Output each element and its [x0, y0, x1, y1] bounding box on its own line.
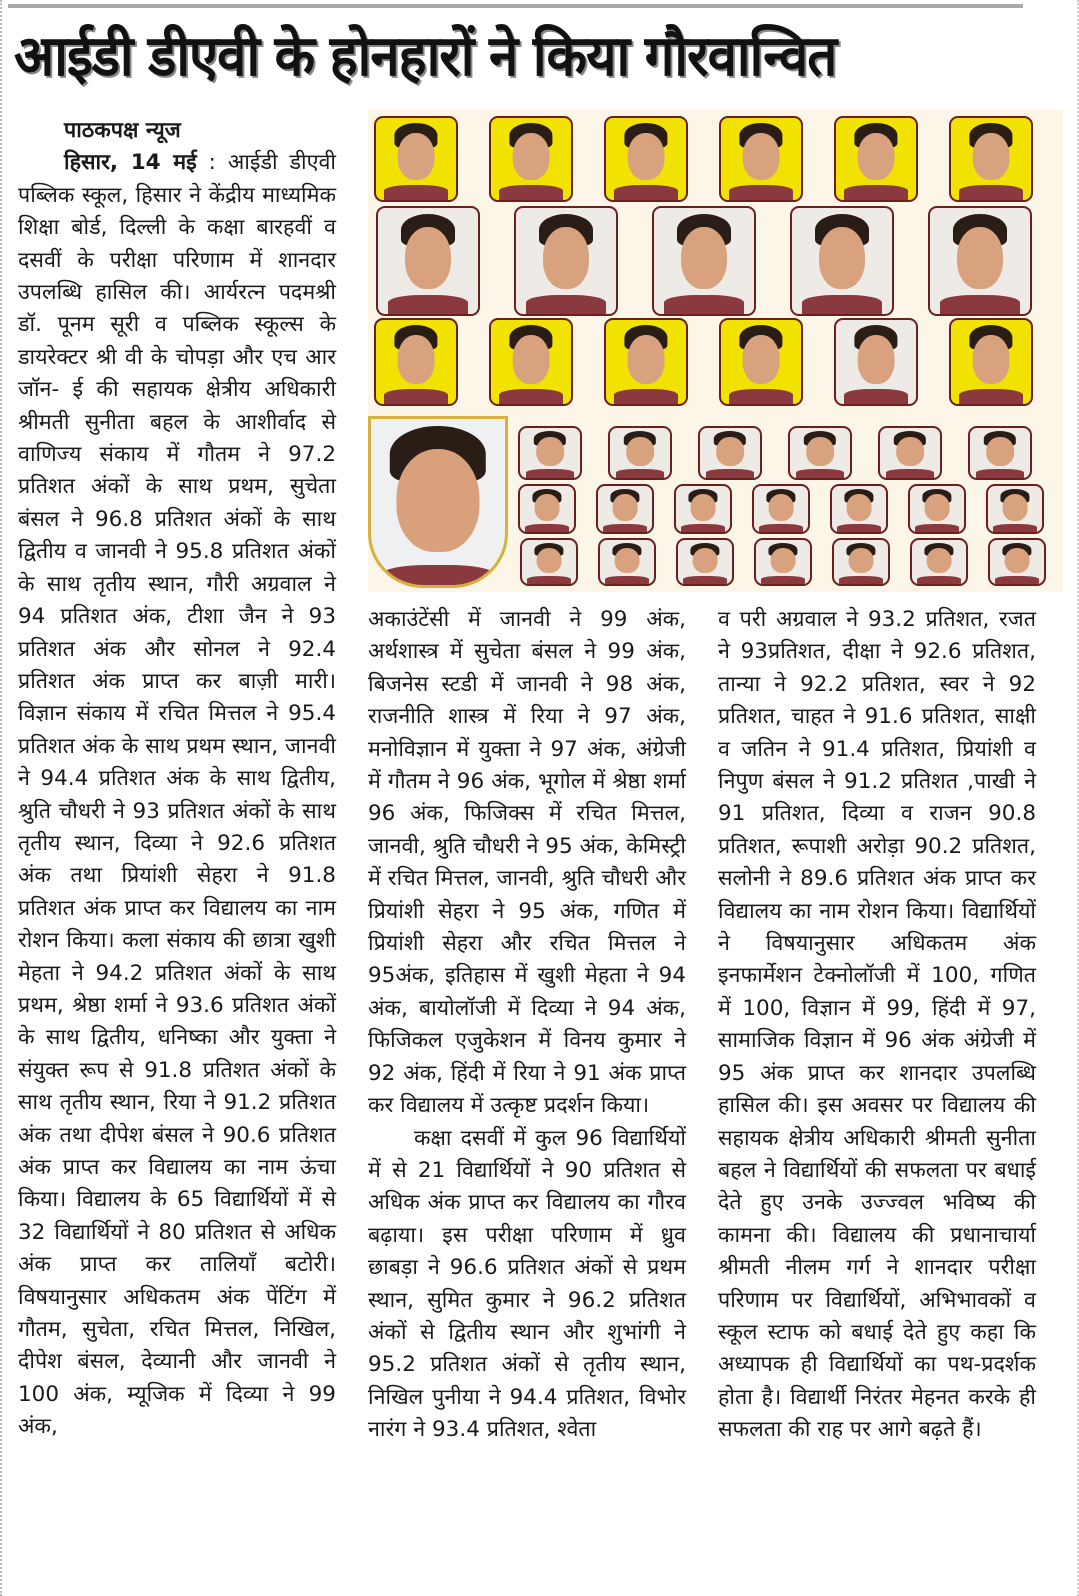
photo-face: [858, 133, 895, 181]
student-photo: [489, 116, 573, 202]
dateline: हिसार, 14 मई: [64, 150, 197, 176]
article-column-2: [368, 604, 686, 1447]
photo-face: [819, 227, 865, 288]
photo-shirt: [603, 524, 646, 532]
student-photo: [489, 318, 573, 406]
photo-shirt: [844, 185, 908, 200]
photo-face: [628, 335, 665, 384]
photo-shirt: [384, 185, 448, 200]
column2-paragraph-1: अकाउंटेंसी में जानवी ने 99 अंक, अर्थशास्त्र में सुचेता बंसल ने 99 अंक, बिजनेस स्टडी में जानवी ने 98 अंक, राजनीति शास्त्र में रिया ने 97 अंक, मनोविज्ञान में युक्ता ने 97 अंक, अंग्रेजी में गौतम ने 96 अंक, भूगोल में श्रेष्ठा शर्मा 96 अंक, फिजिक्स में रचित मित्तल, जानवी, श्रुति चौधरी ने 95 अंक, केमिस्ट्री में रचित मित्तल, जानवी, श्रुति चौधरी और प्रियांशी सेहरा ने 95 अंक, गणित में प्रियांशी सेहरा और रचित मित्तल ने 95अंक, इतिहास में खुशी मेहता ने 94 अंक, बायोलॉजी में दिव्या ने 94 अंक, फिजिकल एजुकेशन में विनय कुमार ने 92 अंक, हिंदी में रिया ने 91 अंक प्राप्त कर विद्यालय में उत्कृष्ट प्रदर्शन किया।: [368, 607, 686, 1119]
photo-face: [691, 494, 716, 521]
photo-shirt: [839, 576, 882, 584]
photo-shirt: [759, 524, 802, 532]
student-photo: [374, 116, 458, 202]
photo-face: [806, 437, 834, 466]
photo-shirt: [384, 389, 448, 404]
photo-face: [513, 335, 550, 384]
student-photo: [834, 116, 918, 202]
student-photo: [719, 116, 803, 202]
photo-face: [626, 437, 654, 466]
photo-shirt: [802, 295, 882, 314]
student-photo: [520, 538, 578, 586]
photo-face: [849, 548, 874, 574]
topper-face: [396, 449, 479, 552]
photo-face: [716, 437, 744, 466]
photo-face: [535, 494, 560, 521]
photo-face: [398, 133, 435, 181]
column2-paragraph-2: [368, 1123, 686, 1447]
photo-face: [986, 437, 1014, 466]
photo-shirt: [729, 389, 793, 404]
photo-shirt: [526, 295, 606, 314]
topper-shirt: [384, 565, 491, 585]
photo-shirt: [761, 576, 804, 584]
photo-face: [405, 227, 451, 288]
photo-shirt: [616, 469, 664, 478]
photo-shirt: [959, 185, 1023, 200]
photo-shirt: [681, 524, 724, 532]
photo-face: [1005, 548, 1030, 574]
student-photo: [949, 318, 1033, 406]
byline: पाठकपक्ष न्यूज: [64, 118, 181, 143]
lead-paragraph: [18, 147, 336, 1443]
student-photo: [518, 426, 582, 480]
top-rule: [8, 4, 1023, 8]
photo-face: [693, 548, 718, 574]
student-photo: [652, 206, 756, 316]
photo-shirt: [837, 524, 880, 532]
photo-face: [957, 227, 1003, 288]
student-photo: [719, 318, 803, 406]
photo-shirt: [499, 185, 563, 200]
photo-shirt: [940, 295, 1020, 314]
page-border-left: [0, 0, 2, 1596]
photo-shirt: [388, 295, 468, 314]
photo-shirt: [706, 469, 754, 478]
lead-text: : आईडी डीएवी पब्लिक स्कूल, हिसार ने केंद्रीय माध्यमिक शिक्षा बोर्ड, दिल्ली के कक्षा बारहवीं व दसवीं के परीक्षा परिणाम में शानदार उपलब्धि हासिल की। आर्यरत्न पदमश्री डॉ. पूनम सूरी व पब्लिक स्कूल्स के डायरेक्टर श्री वी के चोपड़ा और एच आर जॉन- ई की सहायक क्षेत्रीय अधिकारी श्रीमती सुनीता बहल के आशीर्वाद से वाणिज्य संकाय में गौतम ने 97.2 प्रतिशत अंकों के साथ प्रथम, सुचेता बंसल ने 96.8 प्रतिशत अंकों के साथ द्वितीय व जानवी ने 95.8 प्रतिशत अंकों के साथ तृतीय स्थान, गौरी अग्रवाल ने 94 प्रतिशत अंक, टीशा जैन ने 93 प्रतिशत अंक और सोनल ने 92.4 प्रतिशत अंक प्राप्त कर बाज़ी मारी। विज्ञान संकाय में रचित मित्तल ने 95.4 प्रतिशत अंक के साथ प्रथम स्थान, जानवी ने 94.4 प्रतिशत अंक के साथ द्वितीय, श्रुति चौधरी ने 93 प्रतिशत अंकों के साथ तृतीय स्थान, दिव्या ने 92.6 प्रतिशत अंक तथा प्रियांशी सेहरा ने 91.8 प्रतिशत अंक प्राप्त कर विद्यालय का नाम रोशन किया। कला संकाय की छात्रा खुशी मेहता ने 94.2 प्रतिशत अंकों के साथ प्रथम, श्रेष्ठा शर्मा ने 93.6 प्रतिशत अंकों के साथ द्वितीय, धनिष्का और युक्ता ने संयुक्त रूप से 91.8 प्रतिशत अंकों के साथ तृतीय स्थान, रिया ने 91.2 प्रतिशत अंक तथा दीपेश बंसल ने 90.6 प्रतिशत अंक प्राप्त कर विद्यालय का नाम ऊंचा किया। विद्यालय के 65 विद्यार्थियों में से 32 विद्यार्थियों ने 80 प्रतिशत से अधिक अंक प्राप्त कर तालियाँ बटोरी। विषयानुसार अधिकतम अंक पेंटिंग में गौतम, सुचेता, रचित मित्तल, निखिल, दीपेश बंसल, देव्यानी और जानवी ने 100 अंक, म्यूजिक में दिव्या ने 99 अंक,: [18, 150, 336, 1440]
photo-face: [513, 133, 550, 181]
photo-face: [536, 437, 564, 466]
student-photo: [830, 484, 888, 534]
article-column-1: [18, 115, 336, 1444]
student-photo: [674, 484, 732, 534]
photo-face: [769, 494, 794, 521]
photo-face: [743, 335, 780, 384]
student-photo: [790, 206, 894, 316]
photo-shirt: [844, 389, 908, 404]
student-photo: [910, 538, 968, 586]
photo-shirt: [917, 576, 960, 584]
photo-shirt: [525, 524, 568, 532]
photo-face: [613, 494, 638, 521]
student-photo: [908, 484, 966, 534]
photo-face: [398, 335, 435, 384]
student-photo: [376, 206, 480, 316]
column3-paragraph-1: व परी अग्रवाल ने 93.2 प्रतिशत, रजत ने 93प्रतिशत, दीक्षा ने 92.6 प्रतिशत, तान्या ने 92.2 प्रतिशत, स्वर ने 92 प्रतिशत, चाहत ने 91.6 प्रतिशत, साक्षी व जतिन ने 91.4 प्रतिशत, प्रियांशी व निपुण बंसल ने 91.2 प्रतिशत ,पाखी ने 91 प्रतिशत, दिव्या व राजन 90.8 प्रतिशत, रूपाशी अरोड़ा 90.2 प्रतिशत, सलोनी ने 89.6 प्रतिशत अंक प्राप्त कर विद्यालय का नाम रोशन किया। विद्यार्थियों ने विषयानुसार अधिकतम अंक इनफार्मेशन टेक्नोलॉजी में 100, गणित में 100, विज्ञान में 99, हिंदी में 97, सामाजिक विज्ञान में 96 अंक अंग्रेजी में 95 अंक प्राप्त कर शानदार उपलब्धि हासिल की। इस अवसर पर विद्यालय की सहायक क्षेत्रीय अधिकारी श्रीमती सुनीता बहल ने विद्यार्थियों की सफलता पर बधाई देते हुए उनके उज्ज्वल भविष्य की कामना की। विद्यालय की प्रधानाचार्या श्रीमती नीलम गर्ग ने शानदार परीक्षा परिणाम पर विद्यार्थियों, अभिभावकों व स्कूल स्टाफ को बधाई देते हुए कहा कि अध्यापक ही विद्यार्थियों का पथ-प्रदर्शक होता है। विद्यार्थी निरंतर मेहनत करके ही सफलता की राह पर आगे बढ़ते हैं।: [718, 607, 1036, 1443]
student-photo: [752, 484, 810, 534]
photo-shirt: [976, 469, 1024, 478]
photo-face: [743, 133, 780, 181]
photo-face: [628, 133, 665, 181]
student-photo: [598, 538, 656, 586]
student-photo: [604, 318, 688, 406]
photo-shirt: [993, 524, 1036, 532]
student-photo: [834, 318, 918, 406]
student-photo: [986, 484, 1044, 534]
student-photo: [832, 538, 890, 586]
student-photo: [596, 484, 654, 534]
photo-face: [858, 335, 895, 384]
student-photo: [878, 426, 942, 480]
student-photo: [988, 538, 1046, 586]
student-photo: [608, 426, 672, 480]
photo-face: [896, 437, 924, 466]
student-photo: [754, 538, 812, 586]
photo-shirt: [605, 576, 648, 584]
photo-face: [847, 494, 872, 521]
photo-face: [973, 133, 1010, 181]
student-photo: [968, 426, 1032, 480]
photo-face: [537, 548, 562, 574]
student-photo: [676, 538, 734, 586]
photo-shirt: [995, 576, 1038, 584]
headline: आईडी डीएवी के होनहारों ने किया गौरवान्वित: [14, 24, 837, 89]
student-photo: [518, 484, 576, 534]
photo-shirt: [499, 389, 563, 404]
column2-paragraph-2-text: कक्षा दसवीं में कुल 96 विद्यार्थियों में से 21 विद्यार्थियों ने 90 प्रतिशत से अधिक अंक प्राप्त कर विद्यालय का गौरव बढ़ाया। इस परीक्षा परिणाम में ध्रुव छाबड़ा ने 96.6 प्रतिशत अंकों से प्रथम स्थान, सुमित कुमार ने 96.2 प्रतिशत अंकों से द्वितीय स्थान और शुभांगी ने 95.2 प्रतिशत अंकों से तृतीय स्थान, निखिल पुनीया ने 94.4 प्रतिशत, विभोर नारंग ने 93.4 प्रतिशत, श्वेता: [368, 1125, 686, 1443]
photo-shirt: [683, 576, 726, 584]
photo-face: [543, 227, 589, 288]
photo-shirt: [959, 389, 1023, 404]
photo-shirt: [527, 576, 570, 584]
student-photo: [514, 206, 618, 316]
student-photo: [604, 116, 688, 202]
student-photo: [949, 116, 1033, 202]
photo-shirt: [664, 295, 744, 314]
student-photo: [928, 206, 1032, 316]
photo-face: [771, 548, 796, 574]
student-photo: [698, 426, 762, 480]
photo-shirt: [796, 469, 844, 478]
photo-shirt: [526, 469, 574, 478]
article-column-3: [718, 604, 1036, 1447]
photo-shirt: [915, 524, 958, 532]
photo-face: [925, 494, 950, 521]
photo-face: [927, 548, 952, 574]
photo-face: [1003, 494, 1028, 521]
photo-face: [681, 227, 727, 288]
photo-shirt: [614, 185, 678, 200]
photo-shirt: [614, 389, 678, 404]
photo-face: [973, 335, 1010, 384]
photo-face: [615, 548, 640, 574]
topper-photo: [368, 416, 508, 588]
photo-shirt: [886, 469, 934, 478]
student-photo: [788, 426, 852, 480]
student-photo: [374, 318, 458, 406]
photo-shirt: [729, 185, 793, 200]
